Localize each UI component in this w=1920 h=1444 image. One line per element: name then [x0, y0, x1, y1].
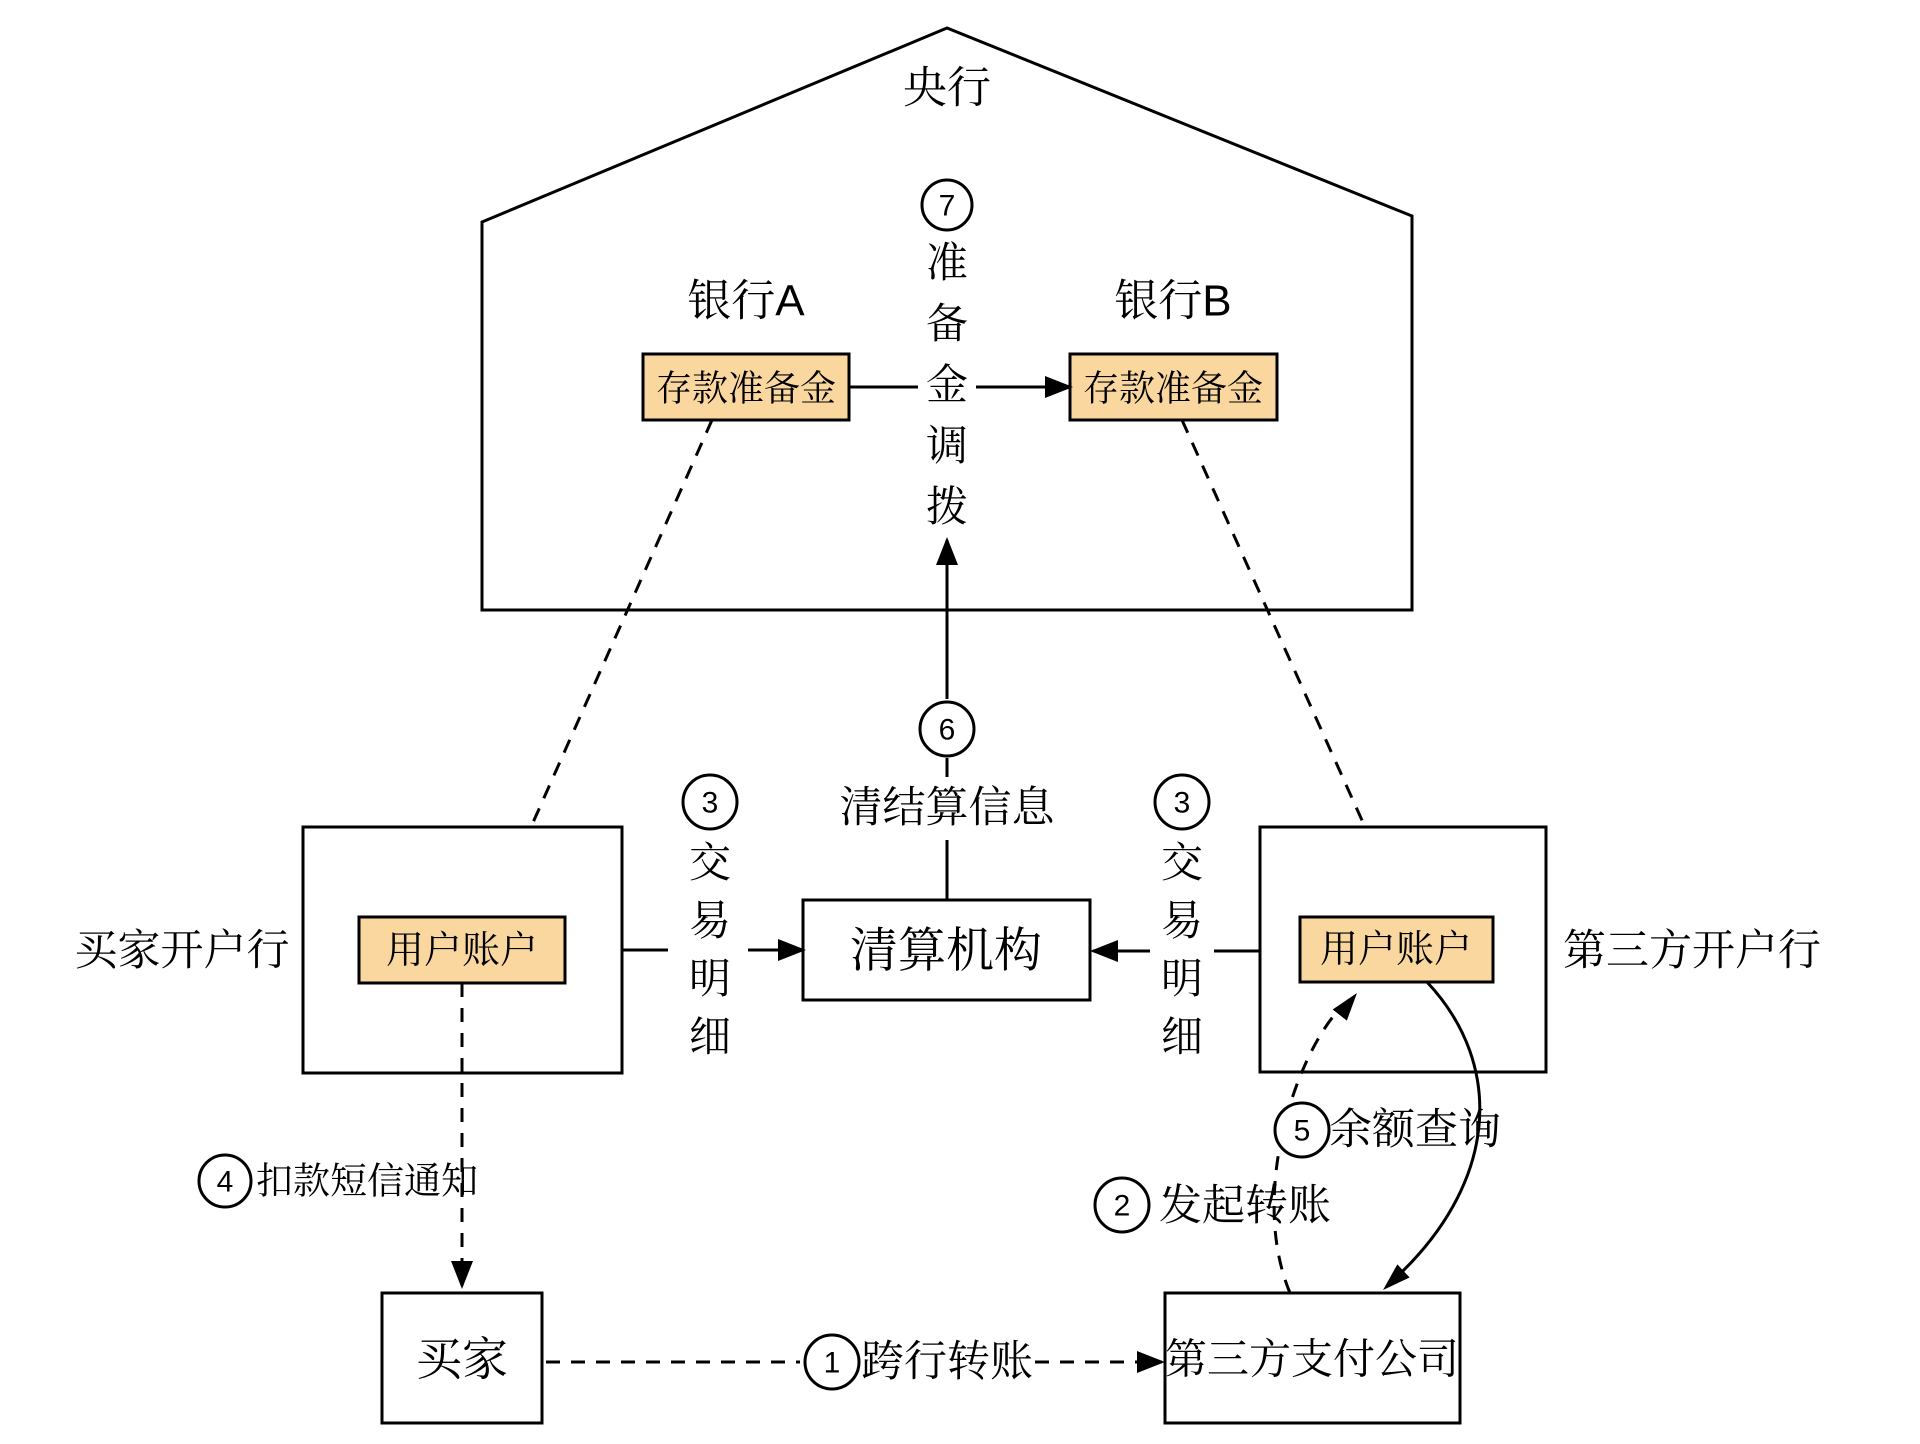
buyer-bank-user-account-label: 用户账户 [385, 930, 539, 972]
step-1-number: 1 [823, 1346, 841, 1380]
bank-b-reserve-label: 存款准备金 [1082, 367, 1264, 409]
step-3-left-number: 3 [701, 786, 719, 820]
step-2-label: 发起转账 [1159, 1182, 1331, 1230]
third-party-user-account-label: 用户账户 [1319, 929, 1473, 971]
bank-a-label: 银行A [687, 276, 805, 326]
clearing-house-label: 清算机构 [849, 924, 1043, 978]
step-5-label: 余额查询 [1329, 1106, 1501, 1154]
step-5-number: 5 [1293, 1114, 1311, 1148]
central-bank-label: 央行 [903, 63, 991, 113]
step-3-left-label-vertical: 交易明细 [688, 838, 732, 1060]
step-6-number: 6 [938, 713, 956, 747]
step-7-label-vertical: 准备金调拨 [925, 238, 969, 530]
step-7-number: 7 [938, 189, 956, 223]
buyer-bank-label: 买家开户行 [74, 927, 290, 975]
bank-a-reserve-label: 存款准备金 [655, 367, 837, 409]
buyer-label: 买家 [416, 1333, 508, 1385]
payment-company-label: 第三方支付公司 [1164, 1335, 1460, 1383]
step-3-right-label-vertical: 交易明细 [1160, 838, 1204, 1060]
bank-b-label: 银行B [1114, 276, 1232, 326]
step-6-label: 清结算信息 [839, 784, 1055, 832]
step-1-label: 跨行转账 [861, 1338, 1033, 1386]
third-party-bank-label: 第三方开户行 [1563, 927, 1821, 975]
step-4-label: 扣款短信通知 [256, 1160, 478, 1202]
step-2-number: 2 [1113, 1189, 1131, 1223]
step-4-number: 4 [216, 1165, 234, 1199]
step-3-right-number: 3 [1173, 786, 1191, 820]
